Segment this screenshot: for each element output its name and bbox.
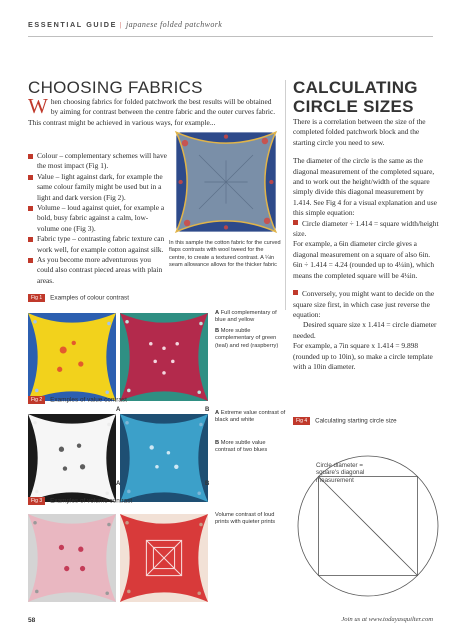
fig2-b-caption-letter: B <box>215 440 220 446</box>
bullet-marker <box>293 220 298 225</box>
page-number: 58 <box>28 617 36 624</box>
diagram-label: Circle diameter = square's diagonal measurement <box>316 462 365 484</box>
series-title: japanese folded patchwork <box>126 20 223 29</box>
fig2-a-caption-text: Extreme value contrast of black and white <box>215 410 286 424</box>
bullet-marker <box>293 290 298 295</box>
fig2-block-b <box>120 414 208 502</box>
fig2-b-marker: B <box>205 481 210 487</box>
drop-cap: W <box>28 94 48 118</box>
fig2-tag: Fig 2 <box>28 396 45 404</box>
list-item: Fabric type – contrasting fabric texture can work well, for example cotton against silk. <box>28 234 168 255</box>
choosing-fabrics-heading: CHOOSING FABRICS <box>28 78 203 97</box>
fig2-b-caption <box>215 440 287 455</box>
fig1-block-a <box>28 313 116 401</box>
fig2-a-caption-letter: A <box>215 410 220 416</box>
fig1-b-caption-letter: B <box>215 328 220 334</box>
calculating-heading-line2: CIRCLE SIZES <box>293 97 414 116</box>
calc-paragraph-2-text: The diameter of the circle is the same as the diagonal measurement of the completed square, and to work out the height/width of the square simply divide this diagonal measurement by 1.414. See Fig 4 for a visual explanation and use this simple equation: <box>293 156 437 218</box>
footer-link[interactable]: Join us at www.todayasquilter.com <box>341 616 433 623</box>
list-item: Colour – complementary schemes will have the most impact (Fig 1). <box>28 151 168 172</box>
calc-paragraph-3 <box>293 289 443 372</box>
header-rule <box>28 36 433 37</box>
fig1-b-caption <box>215 328 287 350</box>
list-item: Volume – loud against quiet, for example a bold, busy fabric against a calm, low-volume one (Fig 3). <box>28 203 168 234</box>
fig1-label <box>28 294 129 302</box>
example-1: For example, a 6in diameter circle gives a diagonal measurement on a square of also 6in. <box>293 239 431 259</box>
fig2-block-a <box>28 414 116 502</box>
fig1-block-b <box>120 313 208 401</box>
intro-paragraph <box>28 94 280 128</box>
fig1-a-caption-text: Full complementary of blue and yellow <box>215 310 277 324</box>
section-name: ESSENTIAL GUIDE <box>28 20 117 29</box>
calc-paragraph-1: There is a correlation between the size of the completed folded patchwork block and the starting circle you need to sew. <box>293 117 426 147</box>
sample-block-photo <box>172 128 280 236</box>
fig3-label <box>28 497 132 505</box>
fig3-block-b <box>120 514 208 602</box>
fig1-tag: Fig 1 <box>28 294 45 302</box>
fig1-b-marker: B <box>205 407 210 413</box>
header-separator: | <box>119 21 124 29</box>
fig2-title: Examples of value contrast <box>50 396 127 404</box>
fig3-title: Examples of volume contrast <box>50 497 133 505</box>
example-2: 6in ÷ 1.414 = 4.24 (rounded up to 4¼in), which means the completed square will be 4¼in. <box>293 260 435 280</box>
calculating-heading-line1: CALCULATING <box>293 78 418 97</box>
example-3: For example, a 7in square x 1.414 = 9.898 (rounded up to 10in), so make a circle template with a 10in diameter. <box>293 341 433 371</box>
fig3-tag: Fig 3 <box>28 497 45 505</box>
conversely-text: Conversely, you might want to decide on the square size first, in which case just reverse the equation: <box>293 289 435 319</box>
calculating-heading <box>293 78 443 116</box>
fig1-a-marker: A <box>116 407 121 413</box>
fig3-block-a <box>28 514 116 602</box>
contrast-list <box>28 151 168 286</box>
calculating-text <box>293 117 443 380</box>
fig4-title: Calculating starting circle size <box>315 417 397 425</box>
fig4-label <box>293 417 443 425</box>
fig1-a-caption <box>215 310 287 325</box>
calc-paragraph-2 <box>293 156 443 281</box>
running-header <box>28 20 433 36</box>
list-item: Value – light against dark, for example the same colour family might be used but in a light and dark version (Fig 2). <box>28 172 168 203</box>
fig1-a-caption-letter: A <box>215 310 220 316</box>
equation-2: Desired square size x 1.414 = circle diameter needed. <box>293 320 437 340</box>
fig2-a-marker: A <box>116 481 121 487</box>
fig1-b-caption-text: More subtle complementary of green (teal) and red (raspberry) <box>215 328 279 349</box>
column-divider <box>285 80 286 310</box>
fig2-label <box>28 396 127 404</box>
fig2-b-caption-text: More subtle value contrast of two blues <box>215 440 268 454</box>
fig3-caption: Volume contrast of loud prints with quieter prints <box>215 512 276 526</box>
fig4-tag: Fig 4 <box>293 417 310 425</box>
intro-text: hen choosing fabrics for folded patchwork the best results will be obtained by aiming for contrast between the centre fabric and the outer curves fabric. This contrast might be achieved in various ways, for example... <box>28 97 276 127</box>
fig1-title: Examples of colour contrast <box>50 294 129 302</box>
list-item: As you become more adventurous you could also contrast pieced areas with plain areas. <box>28 255 168 286</box>
fig2-a-caption <box>215 410 287 425</box>
equation-1: Circle diameter ÷ 1.414 = square width/height size. <box>293 218 439 239</box>
sample-caption: In this sample the cotton fabric for the curved flaps contrasts with wool tweed for the centre, to create a textured contrast. A ¼in seam allowance allows for the thicker fabric <box>169 240 281 269</box>
